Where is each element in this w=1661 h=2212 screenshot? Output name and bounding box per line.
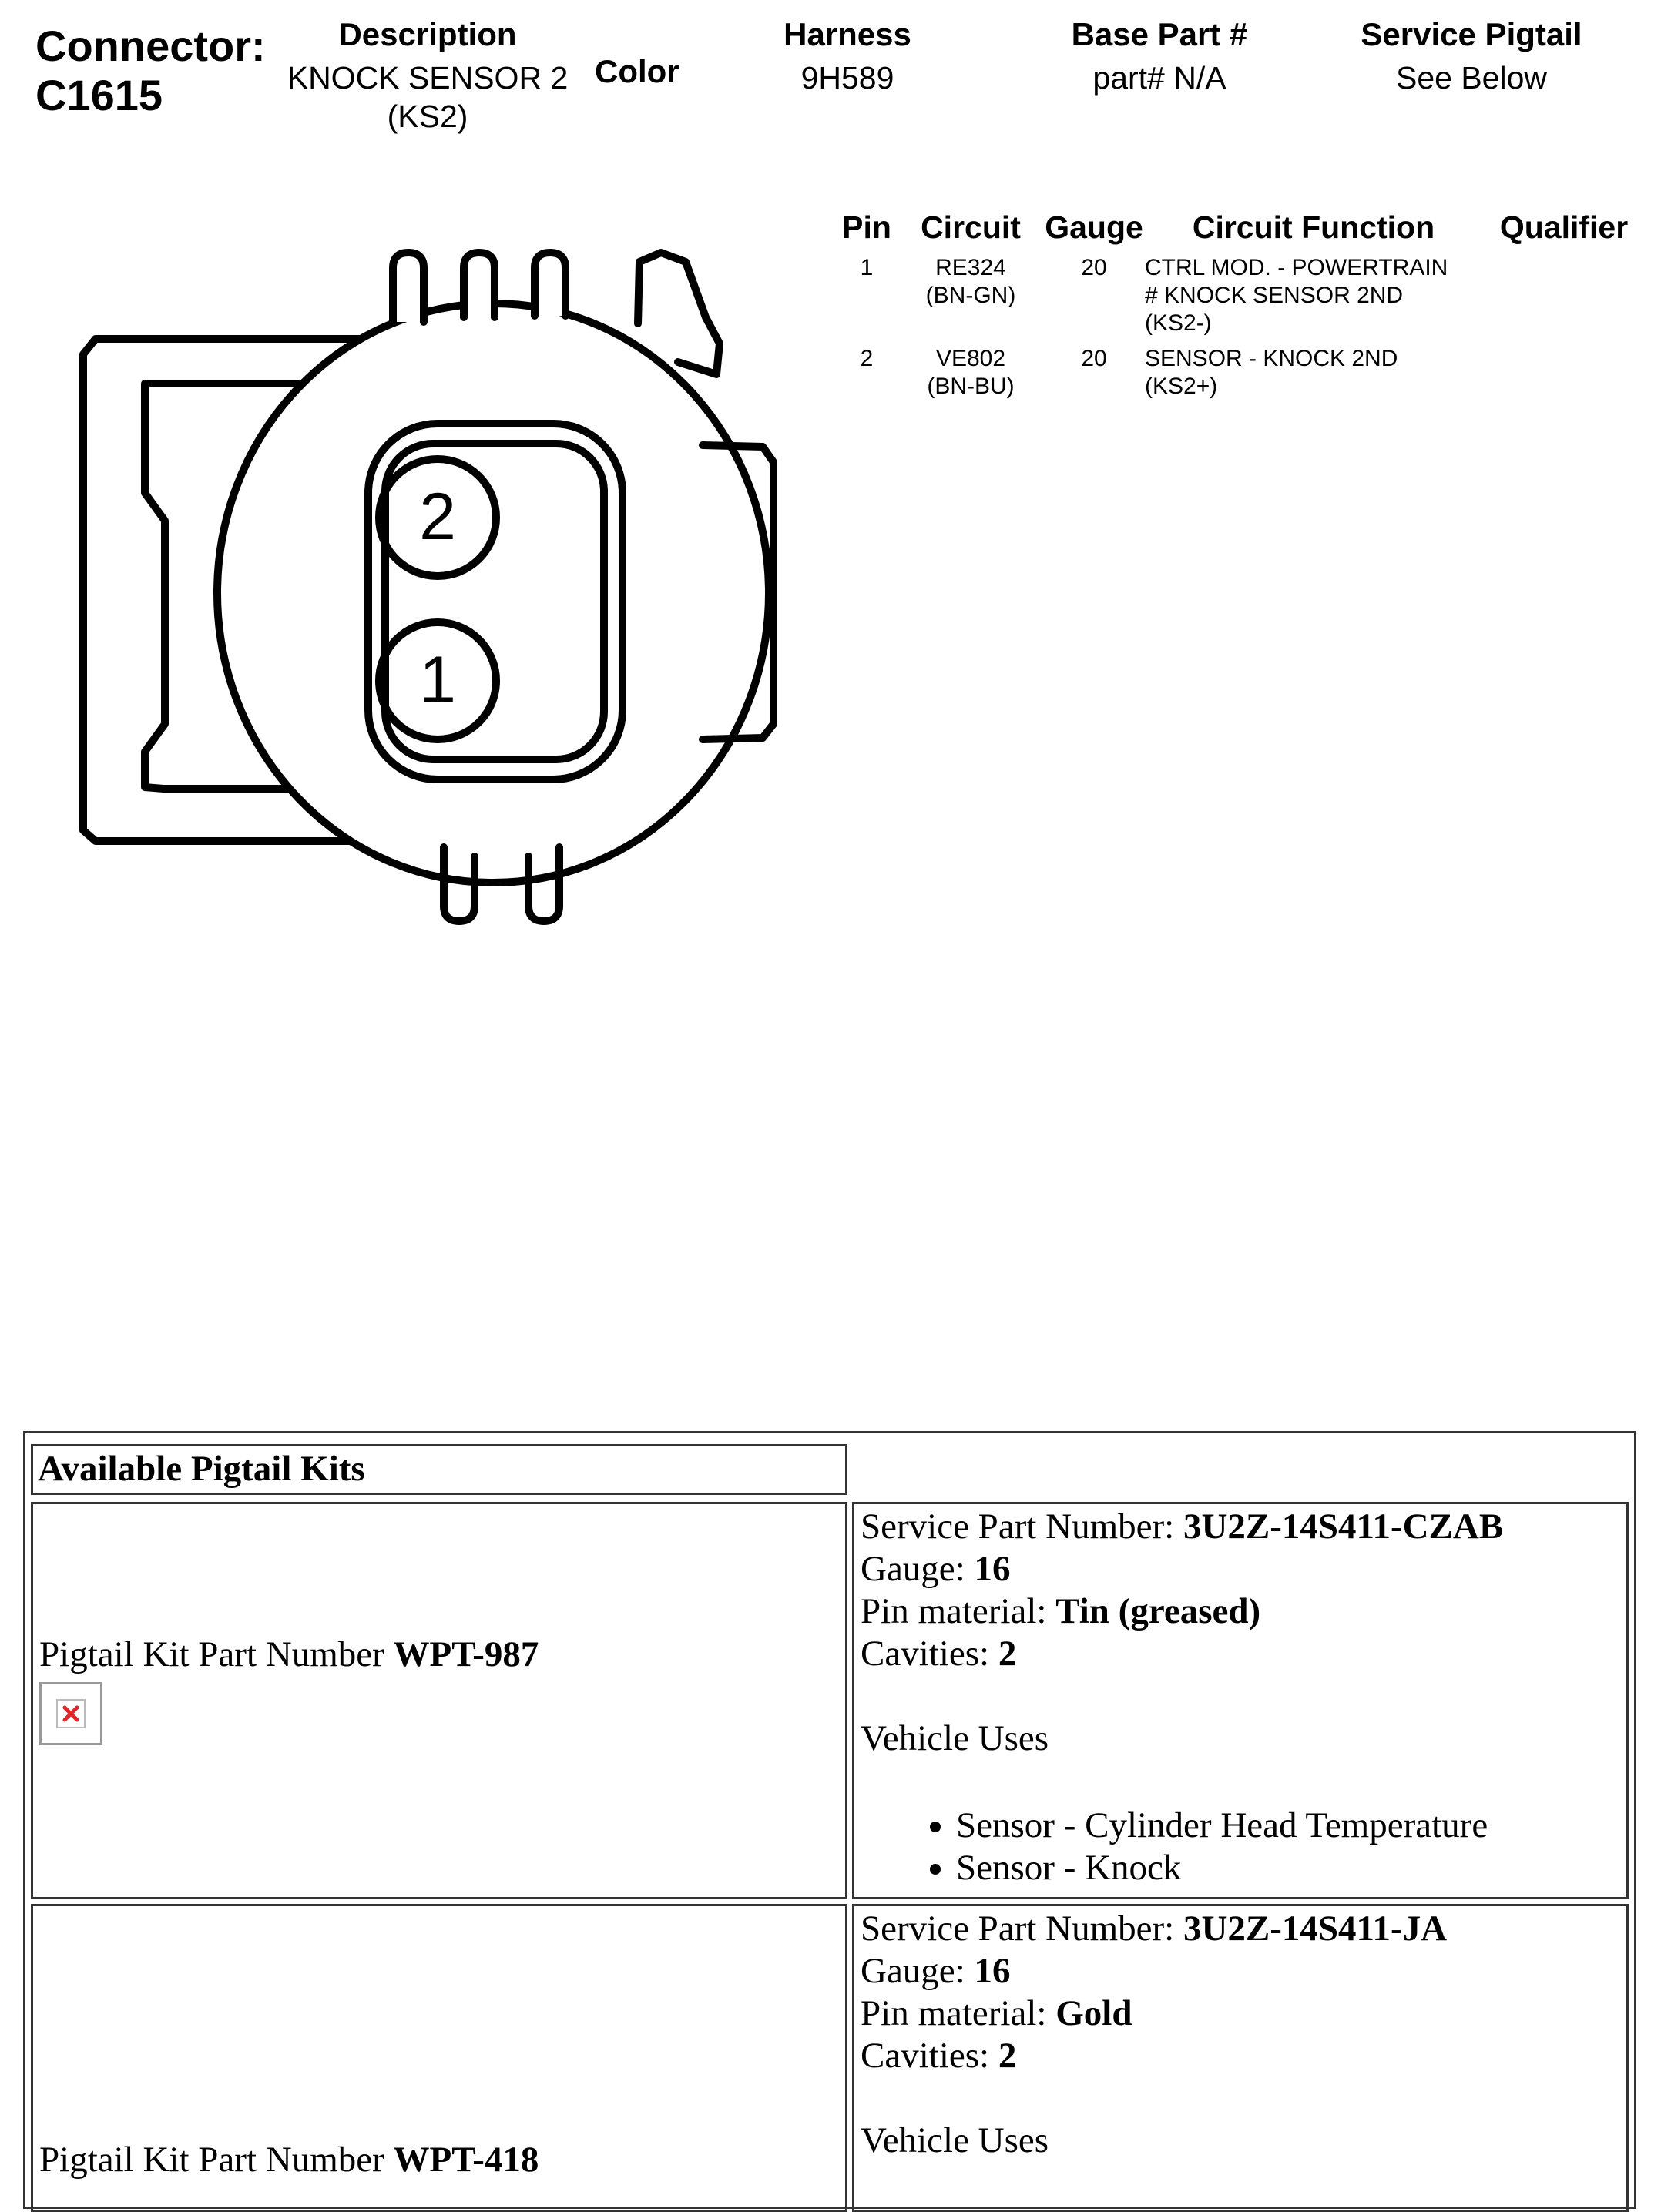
base-part-value: part# N/A — [1092, 60, 1226, 96]
circuit-cell — [909, 345, 1032, 401]
material-label: Pin material: — [861, 1993, 1047, 2033]
service-pigtail-column — [1333, 15, 1610, 97]
pin-2-label: 2 — [419, 480, 456, 554]
spn-label: Service Part Number: — [861, 1507, 1175, 1547]
material-value: Tin (greased) — [1055, 1591, 1261, 1631]
material-label: Pin material: — [861, 1591, 1047, 1631]
base-part-column — [1032, 15, 1287, 97]
gauge-value: 16 — [974, 1951, 1011, 1991]
circuit-id: VE802 — [935, 346, 1006, 371]
cavities-value: 2 — [998, 2036, 1017, 2076]
spn-value: 3U2Z-14S411-JA — [1183, 1909, 1448, 1949]
function-header: Circuit Function — [1192, 209, 1435, 245]
gauge-value: 20 — [1081, 255, 1107, 280]
kit-number: WPT-987 — [393, 1634, 539, 1674]
description-column — [277, 15, 578, 136]
kit-part-line — [39, 2139, 539, 2181]
pin-header: Pin — [842, 209, 891, 245]
kit-cell — [31, 1502, 847, 1899]
circuit-header: Circuit — [921, 209, 1021, 245]
harness-value: 9H589 — [800, 60, 894, 96]
gauge-header: Gauge — [1045, 209, 1143, 245]
kit-part-line — [39, 1634, 839, 1676]
vehicle-uses-label: Vehicle Uses — [861, 2120, 1049, 2160]
kit-number: WPT-418 — [393, 2140, 539, 2180]
material-value: Gold — [1055, 1993, 1132, 2033]
connector-label — [35, 22, 266, 120]
cavities-label: Cavities: — [861, 2036, 990, 2076]
description-heading: Description — [338, 16, 517, 52]
cavities-label: Cavities: — [861, 1634, 990, 1674]
base-part-heading: Base Part # — [1071, 16, 1248, 52]
broken-image-icon — [39, 1682, 102, 1745]
top-rib — [464, 253, 495, 317]
vehicle-uses-list — [861, 1805, 1620, 1889]
spn-label: Service Part Number: — [861, 1909, 1175, 1949]
function-line: (KS2-) — [1145, 310, 1212, 336]
gauge-value: 20 — [1081, 346, 1107, 371]
service-pigtail-heading: Service Pigtail — [1361, 16, 1582, 52]
close-icon — [55, 1698, 86, 1729]
circuit-color: (BN-GN) — [925, 283, 1016, 308]
kit-details-cell — [852, 1904, 1629, 2212]
pin-number: 2 — [860, 346, 874, 371]
connector-id: C1615 — [35, 71, 163, 119]
description-line2: (KS2) — [387, 99, 468, 134]
kit-label: Pigtail Kit Part Number — [39, 2140, 384, 2180]
pin-table — [832, 208, 1649, 408]
connector-title: Connector: — [35, 22, 266, 70]
spn-value: 3U2Z-14S411-CZAB — [1183, 1507, 1504, 1547]
top-rib — [535, 253, 565, 316]
kit-details-cell — [852, 1502, 1629, 1899]
cavities-value: 2 — [998, 1634, 1017, 1674]
pigtail-title: Available Pigtail Kits — [38, 1449, 365, 1489]
gauge-value: 16 — [974, 1549, 1011, 1589]
harness-heading: Harness — [784, 16, 911, 52]
function-line: # KNOCK SENSOR 2ND — [1145, 283, 1404, 308]
pigtail-title-cell — [31, 1444, 847, 1495]
pin-1-label: 1 — [419, 643, 456, 717]
circuit-id: RE324 — [935, 255, 1006, 280]
list-item: • Sensor - Knock — [956, 1847, 1620, 1889]
kit-label: Pigtail Kit Part Number — [39, 1634, 384, 1674]
connector-face-diagram — [69, 231, 801, 947]
circuit-function — [1145, 254, 1484, 337]
kit-cell — [31, 1904, 847, 2212]
qualifier-header: Qualifier — [1499, 209, 1629, 245]
vehicle-uses-label: Vehicle Uses — [861, 1718, 1049, 1758]
function-line: (KS2+) — [1145, 374, 1218, 399]
top-rib — [393, 253, 424, 322]
circuit-color: (BN-BU) — [927, 374, 1015, 399]
function-line: SENSOR - KNOCK 2ND — [1145, 346, 1398, 371]
list-item: • Sensor - Cylinder Head Temperature — [956, 1805, 1620, 1847]
circuit-function — [1145, 345, 1484, 401]
description-line1: KNOCK SENSOR 2 — [287, 60, 569, 96]
pin-number: 1 — [860, 255, 874, 280]
service-pigtail-value: See Below — [1395, 60, 1547, 96]
gauge-label: Gauge: — [861, 1549, 965, 1589]
circuit-cell — [909, 254, 1032, 310]
harness-column — [724, 15, 971, 97]
color-heading: Color — [595, 53, 680, 89]
function-line: CTRL MOD. - POWERTRAIN — [1145, 255, 1448, 280]
gauge-label: Gauge: — [861, 1951, 965, 1991]
